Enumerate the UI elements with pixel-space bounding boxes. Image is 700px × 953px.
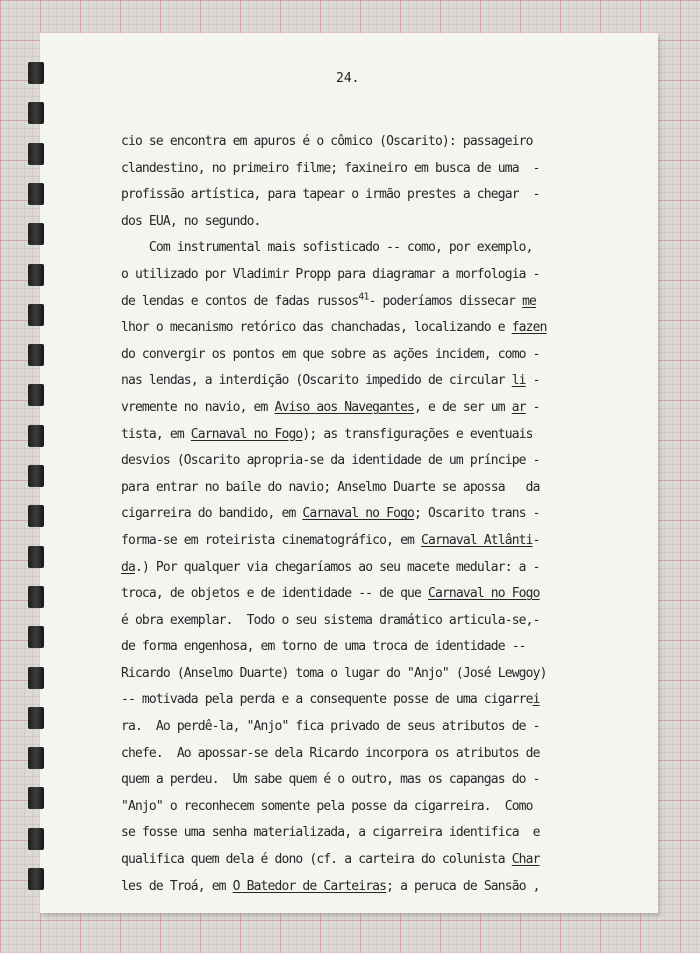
text-line — [121, 156, 641, 183]
binding-ring — [28, 143, 44, 165]
text-segment: o utilizado por Vladimir Propp para diagramar a morfologia - — [121, 266, 540, 282]
text-line — [121, 395, 641, 422]
underlined-title-text: Carnaval no Fogo — [302, 506, 415, 522]
text-segment: , e de ser um — [414, 399, 512, 415]
binding-ring — [28, 626, 44, 648]
text-segment: .) Por qualquer via chegaríamos ao seu macete medular: a - — [134, 559, 540, 575]
binding-ring — [28, 425, 44, 447]
text-segment: - — [525, 399, 540, 415]
text-line — [121, 767, 641, 794]
binding-ring — [28, 223, 44, 245]
binding-ring — [28, 505, 44, 527]
text-line — [121, 794, 641, 821]
text-segment: "Anjo" o reconhecem somente pela posse da cigarreira. Como — [121, 798, 533, 814]
text-segment: Ricardo (Anselmo Duarte) toma o lugar do "Anjo" (José Lewgoy) — [121, 665, 547, 681]
underlined-title-text: fazen — [511, 320, 547, 336]
text-line — [121, 608, 641, 635]
binding-ring — [28, 747, 44, 769]
text-segment: Com instrumental mais sofisticado -- como, por exemplo, — [121, 240, 533, 256]
text-segment: ra. Ao perdê-la, "Anjo" fica privado de seus atributos de - — [121, 719, 540, 735]
text-line — [121, 634, 641, 661]
text-line — [121, 661, 641, 688]
text-segment: -- motivada pela perda e a consequente posse de uma cigarre — [121, 692, 533, 708]
text-segment: de forma engenhosa, em torno de uma troca de identidade -- — [121, 639, 526, 655]
text-line — [121, 847, 641, 874]
text-line — [121, 714, 641, 741]
text-segment: de lendas e contos de fadas russos — [121, 293, 359, 309]
text-segment: chefe. Ao apossar-se dela Ricardo incorpora os atributos de — [121, 745, 540, 761]
text-segment: - — [532, 532, 540, 548]
binding-ring — [28, 546, 44, 568]
text-segment: ; a peruca de Sansão , — [386, 878, 540, 894]
binding-ring — [28, 868, 44, 890]
underlined-title-text: Char — [511, 852, 540, 868]
text-segment: ); as transfigurações e eventuais — [302, 426, 533, 442]
underlined-title-text: li — [511, 373, 526, 389]
text-line — [121, 874, 641, 901]
text-line — [121, 342, 641, 369]
text-line — [121, 129, 641, 156]
text-line — [121, 741, 641, 768]
underlined-title-text: da — [121, 559, 135, 575]
text-line — [121, 555, 641, 582]
text-line — [121, 528, 641, 555]
binding-ring — [28, 586, 44, 608]
text-line — [121, 687, 641, 714]
text-segment: - poderíamos dissecar — [368, 293, 523, 309]
binding-ring — [28, 667, 44, 689]
text-line — [121, 368, 641, 395]
binding-ring — [28, 828, 44, 850]
text-segment: para entrar no baile do navio; Anselmo Duarte se apossa da — [121, 479, 540, 495]
footnote-marker: 41 — [358, 291, 369, 303]
text-segment: nas lendas, a interdição (Oscarito impedido de circular — [121, 373, 512, 389]
text-line — [121, 448, 641, 475]
spiral-binding — [28, 62, 46, 892]
binding-ring — [28, 183, 44, 205]
text-line — [121, 422, 641, 449]
text-segment: é obra exemplar. Todo o seu sistema dramático articula-se,- — [121, 612, 540, 628]
binding-ring — [28, 707, 44, 729]
underlined-title-text: O Batedor de Carteiras — [232, 878, 387, 894]
text-segment: ; Oscarito trans - — [414, 506, 540, 522]
text-segment: lhor o mecanismo retórico das chanchadas, localizando e — [121, 320, 512, 336]
text-segment: tista, em — [121, 426, 191, 442]
underlined-title-text: Carnaval no Fogo — [427, 586, 540, 602]
page-number: 24. — [336, 71, 360, 86]
binding-ring — [28, 304, 44, 326]
text-segment: - — [525, 373, 540, 389]
underlined-title-text: me — [522, 293, 537, 309]
underlined-title-text: Aviso aos Navegantes — [274, 399, 415, 415]
text-segment: se fosse uma senha materializada, a cigarreira identifica e — [121, 825, 540, 841]
text-line — [121, 262, 641, 289]
binding-ring — [28, 264, 44, 286]
text-segment: quem a perdeu. Um sabe quem é o outro, mas os capangas do - — [121, 772, 540, 788]
text-segment: do convergir os pontos em que sobre as ações incidem, como - — [121, 346, 540, 362]
text-segment: cio se encontra em apuros é o cômico (Oscarito): passageiro — [121, 134, 533, 149]
binding-ring — [28, 102, 44, 124]
underlined-title-text: i — [532, 692, 540, 708]
text-line — [121, 209, 641, 236]
text-line — [121, 182, 641, 209]
text-segment: cigarreira do bandido, em — [121, 506, 303, 522]
typewritten-page — [40, 33, 658, 913]
text-line — [121, 235, 641, 262]
text-line — [121, 289, 641, 316]
binding-ring — [28, 384, 44, 406]
underlined-title-text: Carnaval no Fogo — [190, 426, 303, 442]
text-line — [121, 315, 641, 342]
text-segment: les de Troá, em — [121, 878, 233, 894]
text-segment: clandestino, no primeiro filme; faxineiro em busca de uma - — [121, 160, 540, 176]
underlined-title-text: Carnaval Atlânti — [421, 532, 533, 548]
binding-ring — [28, 465, 44, 487]
binding-ring — [28, 344, 44, 366]
text-line — [121, 581, 641, 608]
underlined-title-text: ar — [511, 399, 526, 415]
typed-text-body — [121, 129, 641, 900]
text-segment: desvios (Oscarito apropria-se da identidade de um príncipe - — [121, 453, 540, 469]
binding-ring — [28, 62, 44, 84]
text-line — [121, 820, 641, 847]
text-segment: qualifica quem dela é dono (cf. a carteira do colunista — [121, 852, 512, 868]
text-segment: forma-se em roteirista cinematográfico, em — [121, 532, 421, 548]
text-segment: dos EUA, no segundo. — [121, 213, 261, 229]
text-line — [121, 501, 641, 528]
binding-ring — [28, 787, 44, 809]
text-segment: vremente no navio, em — [121, 399, 275, 415]
text-segment: troca, de objetos e de identidade -- de que — [121, 586, 428, 602]
text-segment: profissão artística, para tapear o irmão prestes a chegar - — [121, 187, 540, 203]
text-line — [121, 475, 641, 502]
